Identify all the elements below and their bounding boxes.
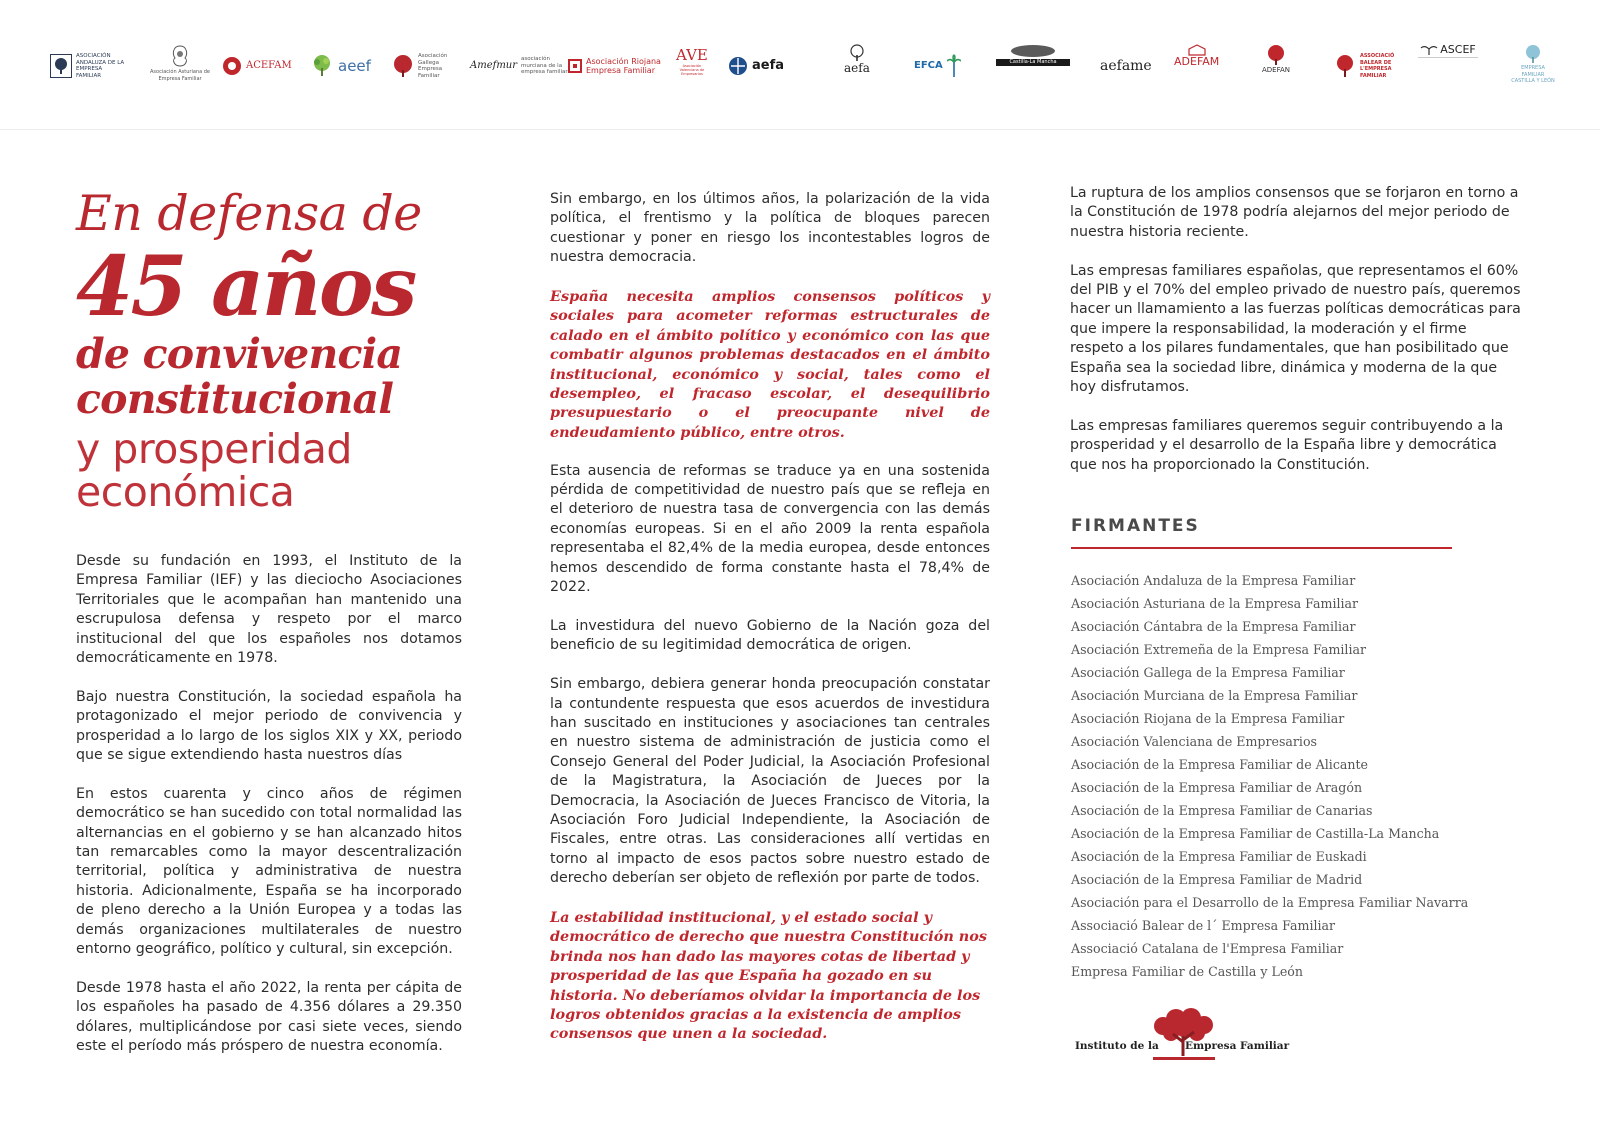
riojana-square-icon [568,59,582,73]
logo-ave [676,48,708,92]
logo-aefa [728,44,784,88]
asturiana-crest-icon [169,44,191,68]
adefan-tree-icon [1265,44,1287,66]
paragraph: Sin embargo, debiera generar honda preocupación constatar la contundente respuesta que esos acuerdos de investidura han suscitado en instituciones y asociaciones tan centrales en nuestro sistema de administración de justicia como el Consejo General del Poder Judicial, la Asociación Profesional de la Magistratura, la Asociación de Jueces por la Democracia, la Asociación de Jueces Francisco de Vitoria, la Asociación Foro Judicial Independiente, la Asociación de Fiscales, entre otras. Las consideraciones allí vertidas en torno al impacto de esos pactos sobre nuestro estado de derecho deberían ser objeto de reflexión por parte de todos. [550,676,990,887]
logo-strip [0,0,1600,130]
logo-balear [1334,44,1404,88]
column-2 [550,190,990,1063]
aeef-tree-icon [310,54,334,78]
ascef-underline [1418,57,1478,58]
paragraph: La ruptura de los amplios consensos que se forjaron en torno a la Constitución de 1978 podría alejarnos del mejor periodo de nuestra historia reciente. [1070,185,1519,240]
logo-murciana-script: Amefmur [470,60,518,71]
logo-adefam-text: ADEFAM [1174,55,1220,68]
firmante-item: Asociación Valenciana de Empresarios [1071,734,1318,749]
logo-gallega-text: Asociación Gallega Empresa Familiar [418,53,448,79]
acefam-circle-icon [222,56,242,76]
aefa-globe-icon [728,56,748,76]
logo-adefan [1262,44,1290,88]
logo-cyl [1510,44,1556,88]
logo-ascef-text: ASCEF [1440,43,1476,56]
firmante-item: Asociación de la Empresa Familiar de Madrid [1071,872,1363,887]
paragraph: Las empresas familiares españolas, que representamos el 60% del PIB y el 70% del empleo privado de nuestro país, queremos hacer un llamamiento a las fuerzas políticas democráticas para que impere la responsabilidad, la moderación y el firme respeto a los pilares fundamentales, que han posibilitado que España sea la sociedad libre, dinámica y moderna de la que hoy disfrutamos. [1070,262,1521,396]
logo-aefa2 [844,44,870,88]
ief-tree-icon [1073,1006,1293,1066]
logo-ave-sub: Asociación Valenciana de Empresarios [679,64,705,76]
firmante-item: Associació Catalana de l'Empresa Familiar [1071,941,1344,956]
logo-aefa2-text: aefa [844,61,870,75]
logo-murciana [470,44,575,88]
logo-aefame [1100,44,1152,88]
firmante-item: Asociación Gallega de la Empresa Familiar [1071,665,1345,680]
highlight-paragraph: La estabilidad institucional, y el estado social y democrático de derecho que nuestra Constitución nos brinda nos han dado las mayores cotas de libertad y prosperidad de las que España ha gozado en su historia. No deberíamos olvidar la importancia de los logros obtenidos gracias a la existencia de amplios consensos que unen a la sociedad. [550,908,987,1043]
firmante-item: Asociación para el Desarrollo de la Empresa Familiar Navarra [1071,895,1469,910]
logo-murciana-text: asociación murciana de la empresa familiar [521,56,568,76]
logo-asturiana [148,44,212,88]
balear-tree-icon [1334,54,1356,78]
paragraph: Sin embargo, en los últimos años, la polarización de la vida política, el frentismo y la política de bloques parecen cuestionar y poner en riesgo los incontestables logros de nuestra democracia. [550,191,990,266]
logo-efca [914,44,961,88]
firmante-item: Asociación Murciana de la Empresa Familiar [1071,688,1358,703]
ief-text-right: Empresa Familiar [1185,1040,1290,1052]
logo-andaluza-text: ASOCIACIÓN ANDALUZA DE LA EMPRESA FAMILIAR [76,53,125,79]
paragraph: Esta ausencia de reformas se traduce ya en una sostenida pérdida de competitividad de nuestro país que se refleja en el deterioro de nuestra tasa de convergencia con las demás economías europeas. Si en el año 2009 la renta española representaba el 82,4% de la media europea, desde entonces hemos descendido de forma constante hasta el 78,4% de 2022. [550,462,990,596]
firmante-item: Asociación de la Empresa Familiar de Castilla-La Mancha [1071,826,1440,841]
column-3 [1070,184,1522,494]
paragraph: La investidura del nuevo Gobierno de la Nación goza del beneficio de su legitimidad democrática de origen. [550,617,990,654]
firmante-item: Asociación Asturiana de la Empresa Familiar [1071,596,1359,611]
logo-riojana-text: Asociación Riojana Empresa Familiar [586,57,661,75]
firmante-item: Asociación Cántabra de la Empresa Familiar [1071,619,1356,634]
firmante-item: Associació Balear de l´ Empresa Familiar [1071,918,1336,933]
logo-asturiana-text: Asociación Asturiana de Empresa Familiar [150,69,210,82]
headline-line-5: y prosperidad [76,425,352,473]
logo-clm [996,44,1070,88]
firmante-item: Asociación de la Empresa Familiar de Canarias [1071,803,1373,818]
logo-ascef [1418,44,1478,88]
ief-text-left: Instituto de la [1075,1040,1159,1052]
logo-efca-text: EFCA [914,60,943,71]
efca-palm-icon [947,54,961,78]
gallega-tree-icon [392,54,414,78]
headline [76,186,476,514]
logo-aefame-text: aefame [1100,58,1152,74]
paragraph: Bajo nuestra Constitución, la sociedad española ha protagonizado el mejor periodo de convivencia y prosperidad a lo largo de los siglos XIX y XX, periodo que se sigue extendiendo hasta nuestros días [76,688,462,764]
column-1 [76,552,462,1076]
logo-gallega [392,44,464,88]
firmante-item: Asociación de la Empresa Familiar de Aragón [1071,780,1363,795]
logo-adefan-text: ADEFAN [1262,66,1291,74]
logo-adefam [1174,44,1219,88]
firmante-item: Asociación Andaluza de la Empresa Familiar [1071,573,1356,588]
logo-balear-text: ASSOCIACIÓ BALEAR DE L'EMPRESA FAMILIAR [1360,53,1395,79]
aefa2-tree-icon [847,44,867,62]
paragraph: Desde su fundación en 1993, el Instituto de la Empresa Familiar (IEF) y las dieciocho Asociaciones Territoriales que le acompañan han mantenido una escrupulosa defensa y respeto por el marco institucional del que los españoles nos dotamos democráticamente en 1978. [76,553,462,667]
logo-aeef-text: aeef [338,57,371,75]
logo-ave-text: AVE [676,46,708,64]
firmantes-list [1071,569,1491,983]
logo-riojana [568,44,662,88]
paragraph: Desde 1978 hasta el año 2022, la renta per cápita de los españoles ha pasado de 4.356 dólares a 29.350 dólares, multiplicándose por casi siete veces, siendo este el período más próspero de nuestra economía. [76,979,462,1055]
andaluza-tree-icon [50,54,72,78]
headline-line-4: constitucional [76,375,394,423]
paragraph: En estos cuarenta y cinco años de régimen democrático se han sucedido con total normalidad las alternancias en el gobierno y se han alcanzado hitos tan remarcables como la mayor descentralización territorial, política y administrativa de nuestra historia. Adicionalmente, España se ha incorporado de pleno derecho a la Unión Europea y a todas las demás organizaciones multilaterales de nuestro entorno geográfico, político y cultural, sin excepción. [76,785,462,958]
logo-clm-text: Castilla-La Mancha [996,59,1070,66]
firmante-item: Asociación de la Empresa Familiar de Alicante [1071,757,1369,772]
cyl-tree-icon [1523,44,1543,64]
firmantes-divider [1071,547,1452,549]
headline-line-3: de convivencia [76,330,403,378]
logo-aefa-text: aefa [752,58,785,73]
paragraph: Las empresas familiares queremos seguir contribuyendo a la prosperidad y el desarrollo de la España libre y democrática que nos ha proporcionado la Constitución. [1070,417,1504,473]
logo-aeef [310,44,371,88]
headline-line-6: económica [76,468,295,516]
logo-cyl-text: EMPRESA FAMILIAR CASTILLA Y LEÓN [1511,65,1555,84]
highlight-paragraph: España necesita amplios consensos políticos y sociales para acometer reformas estructurales de calado en el ámbito político y económico con las que combatir algunos problemas destacados en el ámbito institucional, económico y social, tales como el desempleo, el fracaso escolar, el desequilibrio presupuestario o el preocupante nivel de endeudamiento público, entre otros. [550,288,990,441]
headline-line-1: En defensa de [76,185,422,242]
firmantes-title: FIRMANTES [1071,516,1200,536]
logo-acefam-text: ACEFAM [246,60,292,71]
firmante-item: Asociación Extremeña de la Empresa Familiar [1071,642,1366,657]
firmante-item: Asociación Riojana de la Empresa Familiar [1071,711,1345,726]
firmante-item: Empresa Familiar de Castilla y León [1071,964,1304,979]
ascef-tree-icon [1420,44,1438,56]
logo-acefam [222,44,292,88]
firmante-item: Asociación de la Empresa Familiar de Euskadi [1071,849,1367,864]
logo-andaluza [50,44,128,88]
clm-tree-icon [1003,44,1063,58]
headline-line-2: 45 años [76,239,415,335]
